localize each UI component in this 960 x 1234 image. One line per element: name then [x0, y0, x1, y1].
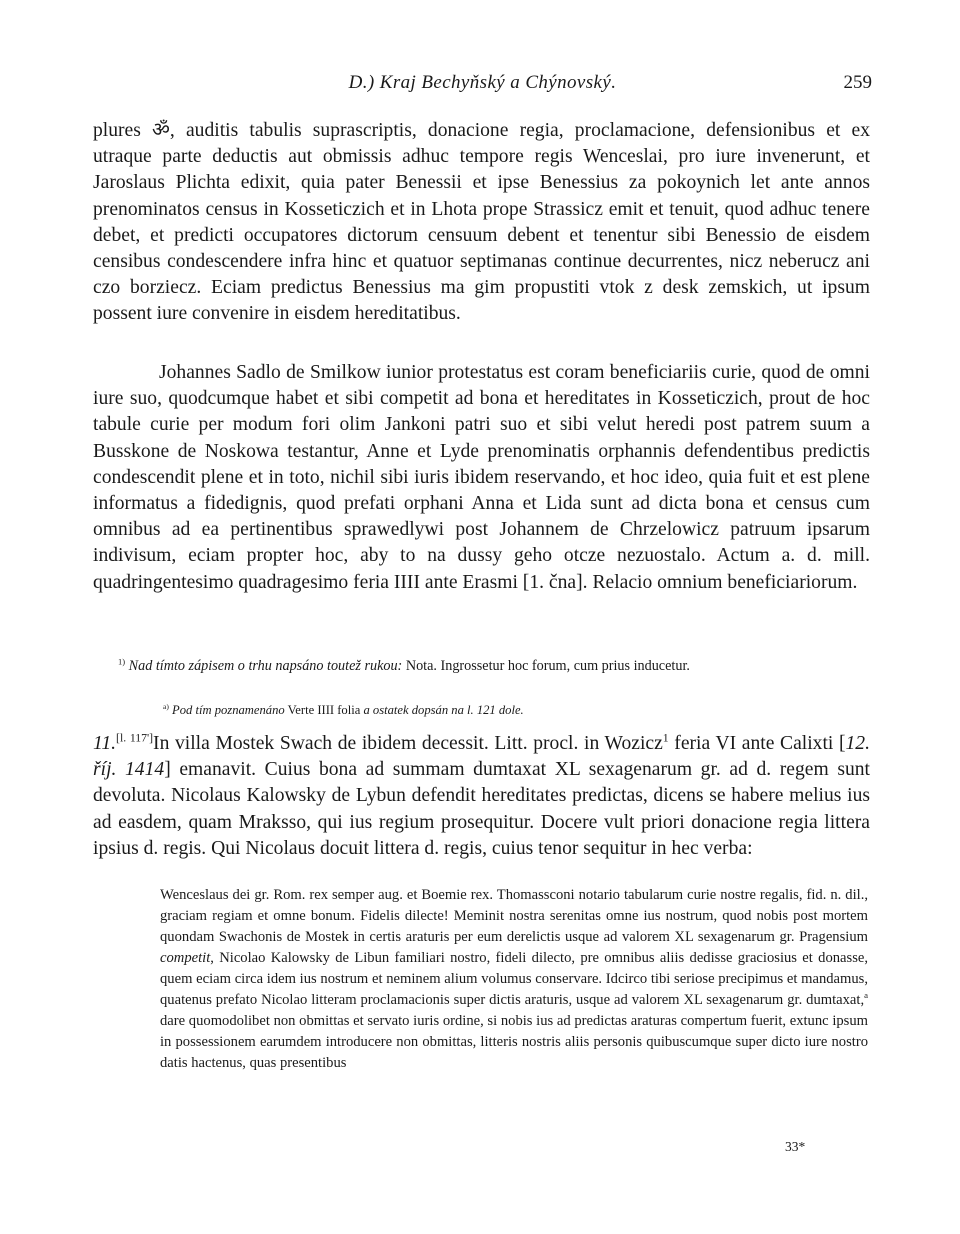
paragraph-text: Johannes Sadlo de Smilkow iunior protestatus est coram beneficiariis curie, quod de omni iure suo, quodcumque habet et sibi competit ad bona et hereditates in Kosseticzich, prout de hoc tabule curie per modum fori olim Jankoni patri suo et sibi velut heredi post patrem suum a Busskone de Noskowa testantur, Anne et Lyde prenominatis orphannis defendentibus predictis condescendit plene et in toto, nichil sibi iuris ibidem reservando, et hoc ideo, quia fuit et est plene informatus a fidedignis, quod prefati orphani Anna et Lida sunt ad dicta bona et census cum omnibus ad ea pertinentibus sprawedlywi post Johannem de Chrzelowicz patruum ipsarum indivisum, eciam propter hoc, aby to na dussy geho otcze nezuostalo. Actum a. d. mill. quadringentesimo quadragesimo feria IIII ante Erasmi [1. čna]. Relacio omnium beneficiariorum. — [93, 362, 870, 593]
footnote-marker: 1) — [118, 656, 126, 667]
paragraph-2 — [93, 360, 870, 596]
footnote-marker: a) — [163, 701, 169, 711]
footnote-italic: Nad tímto zápisem o trhu napsáno toutež rukou: — [128, 658, 403, 674]
footnote-ref: a — [864, 990, 868, 1001]
running-title: D.) Kraj Bechyňský a Chýnovský. — [348, 72, 617, 93]
running-header — [93, 72, 872, 102]
charter-quotation — [160, 885, 868, 1074]
footnote-italic: a ostatek dopsán na l. 121 dole. — [363, 703, 524, 717]
entry-text — [93, 731, 870, 862]
footnote-1 — [93, 655, 870, 677]
entry-text-part: feria VI ante Calixti [ — [668, 733, 846, 754]
charter-text: , Nicolao Kalowsky de Libun familiari nostro, fideli dilecto, pre omnibus aliis dedisse graciosius et donasse, quem eciam circa idem ius nostrum et neminem alium volumus conservare. Idcirco tibi seriose precipimus et mandamus, quatenus prefato Nicolao litteram proclamacionis super dictis araturis, usque ad valorem XL sexagenarum gr. dumtaxat, — [160, 950, 868, 1008]
entry-text-part: In villa Mostek Swach de ibidem decessit. Litt. procl. in Wozicz — [153, 733, 663, 754]
page-number: 259 — [843, 72, 872, 93]
footnote-2 — [93, 702, 870, 718]
folio-reference: [l. 117'] — [116, 731, 154, 745]
signature-mark: 33* — [785, 1139, 806, 1154]
footnote-text: Verte IIII folia — [287, 703, 361, 717]
entry-text-part: ] emanavit. Cuius bona ad summam dumtaxat XL sexagenarum gr. ad d. regem sunt devoluta. Nicolaus Kalowsky de Lybun defendit hereditates predictas, dicens se habere melius ius ad easdem, quam Mraksso, qui ius regium prosequitur. Docere vult priori donacione regia littera ipsius d. regis. Qui Nicolaus docuit littera d. regis, cuius tenor sequitur in hec verba: — [93, 759, 870, 859]
paragraph-1 — [93, 118, 870, 328]
charter-text: Wenceslaus dei gr. Rom. rex semper aug. et Boemie rex. Thomassconi notario tabularum curie nostre regalis, fid. n. dil., graciam regiam et omne bonum. Fidelis dilecte! Meminit nostra serenitas omne ius nostrum, quod nobis post mortem quondam Swachonis de Mostek in certis araturis per eum derelictis usque ad valorem XL sexagenarum gr. Pragensium — [160, 887, 868, 945]
entry-number: 11. — [93, 733, 117, 754]
entry-11 — [93, 731, 870, 862]
footnote-text: Nota. Ingrossetur hoc forum, cum prius inducetur. — [405, 658, 690, 674]
footnote-ref: 1 — [662, 731, 669, 745]
date-italic: 12. říj. 1414 — [93, 733, 870, 781]
charter-italic: competit — [160, 950, 211, 966]
paragraph-text: plures ॐ, auditis tabulis suprascriptis, donacione regia, proclamacione, defensionibus et ex utraque parte deductis aut obmissis adhuc tempore regis Wenceslai, pro iure invenerunt, et Jaroslaus Plichta edixit, quia pater Benessii et ipse Benessius za pokoynich let ante annos prenominatos census in Kosseticzich et in Lhota prope Strassicz emit et tenuit, quod adhuc tenere debet, et predicti occupatores dictorum censuum debent et tenentur sibi Benessio de eisdem censibus condescendere infra hinc et quatuor septimanas continue decurrentes, nicz neberucz ani czo borziecz. Eciam predictus Benessius ma gim propustiti vtok z desk zemskich, ut ipsum possent iure convenire in eisdem hereditatibus. — [93, 120, 870, 325]
footnote-italic: Pod tím poznamenáno — [172, 703, 285, 717]
charter-text: dare quomodolibet non obmittas et servato iuris ordine, si nobis ius ad predictas araturas compertum fuerit, extunc ipsum in possessionem earumdem introducere non obmittas, litteris nostris aliis personis quibuscumque super dicto iure nostro datis hactenus, quas presentibus — [160, 1013, 868, 1071]
